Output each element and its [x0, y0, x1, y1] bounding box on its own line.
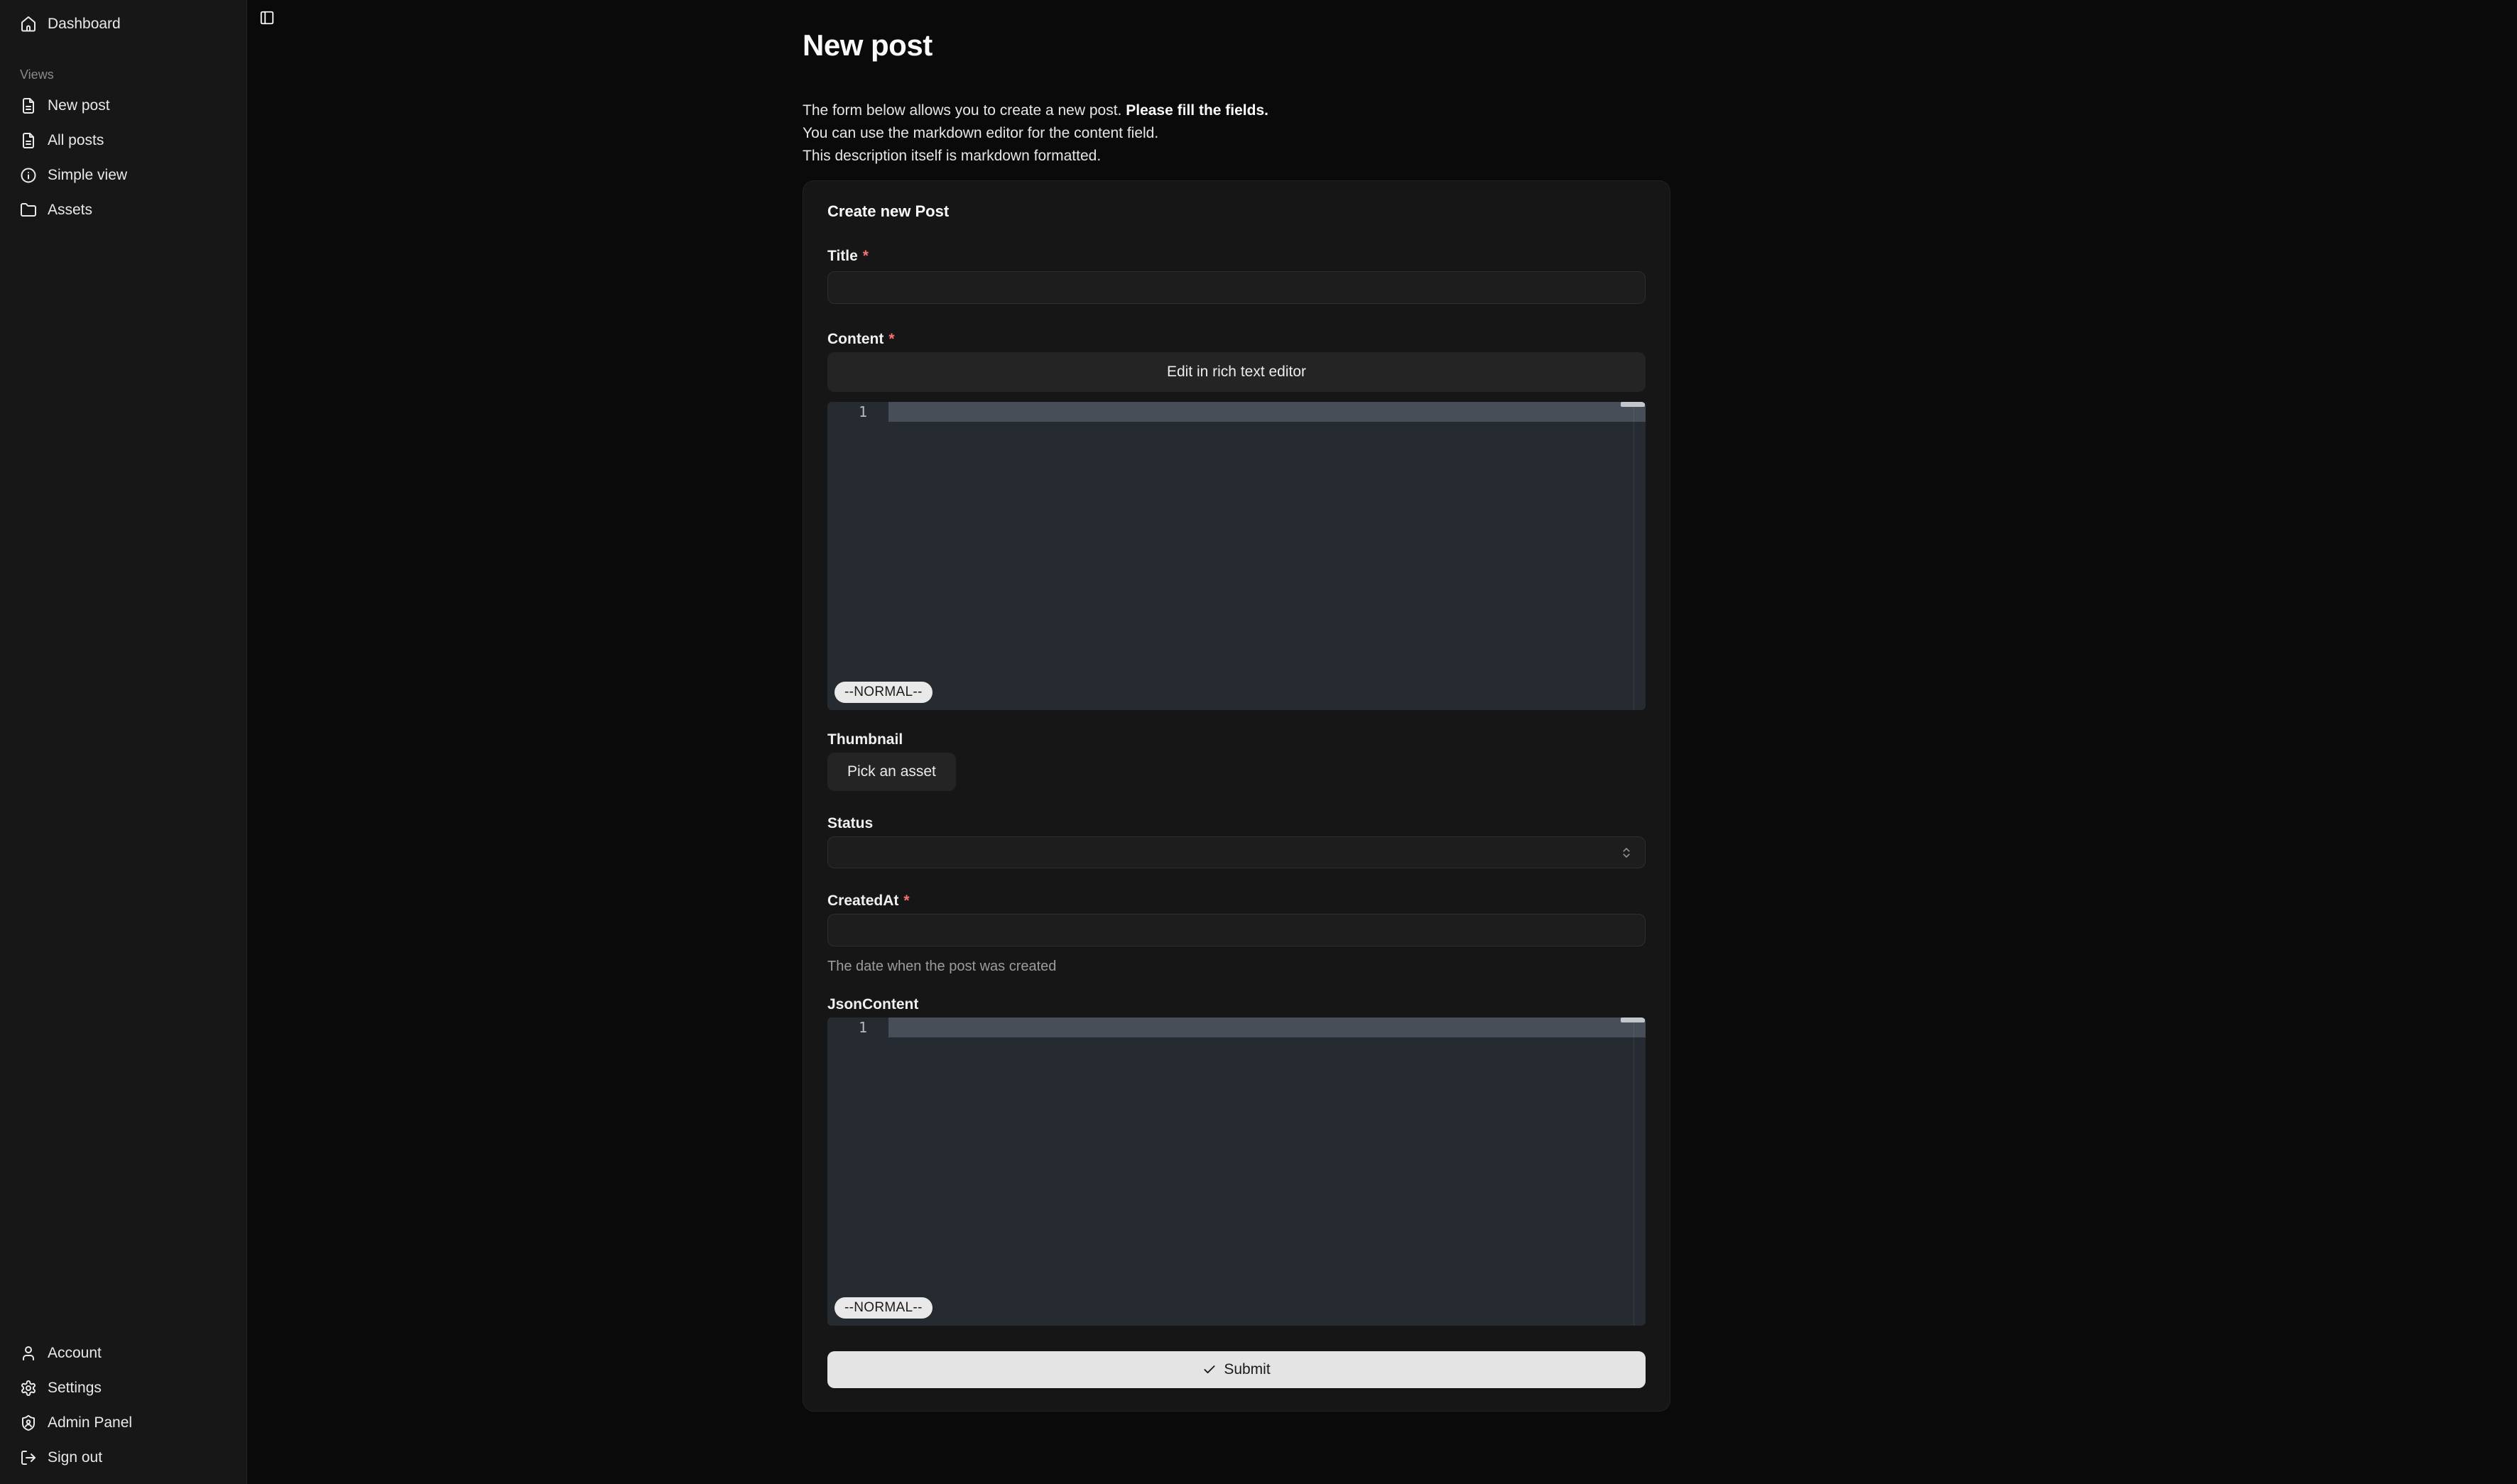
panel-left-icon [259, 10, 275, 26]
sidebar-item-label: All posts [48, 132, 104, 148]
check-icon [1202, 1363, 1217, 1377]
description-line-1: The form below allows you to create a new post. Please fill the fields. [803, 102, 1268, 119]
sidebar-item-label: Account [48, 1345, 102, 1361]
user-icon [20, 1345, 37, 1362]
file-text-icon [20, 97, 37, 114]
required-marker: * [862, 248, 869, 264]
sidebar-item-dashboard[interactable] [11, 9, 235, 39]
content-markdown-editor[interactable] [827, 402, 1646, 710]
pick-asset-button[interactable]: Pick an asset [827, 753, 956, 791]
editor-line-number: 1 [858, 403, 867, 420]
sidebar-item-label: Simple view [48, 167, 128, 183]
editor-active-line [888, 1017, 1646, 1037]
description-line-2: You can use the markdown editor for the content field. [803, 125, 1159, 141]
sidebar-item-label: Settings [48, 1380, 102, 1396]
gear-icon [20, 1380, 37, 1397]
editor-line-number: 1 [858, 1019, 867, 1036]
required-marker: * [903, 893, 910, 909]
sidebar [0, 0, 247, 1484]
description-line-3: This description itself is markdown formatted. [803, 148, 1102, 164]
sidebar-item-settings[interactable] [11, 1373, 235, 1403]
sidebar-item-label: Sign out [48, 1449, 103, 1466]
sidebar-item-new-post[interactable] [11, 91, 235, 121]
file-text-icon [20, 132, 37, 149]
json-content-editor[interactable] [827, 1017, 1646, 1326]
editor-scrollbar-thumb[interactable] [1621, 1017, 1645, 1022]
log-out-icon [20, 1449, 37, 1466]
submit-button[interactable] [827, 1351, 1646, 1388]
sidebar-item-label: New post [48, 97, 110, 114]
json-content-field-label: JsonContent [827, 996, 919, 1013]
created-at-field-label: CreatedAt * [827, 893, 910, 909]
sidebar-item-label: Assets [48, 202, 93, 218]
sidebar-section-label: Views [20, 67, 54, 82]
title-input[interactable] [827, 271, 1646, 304]
create-post-card [803, 180, 1670, 1412]
sidebar-nav [11, 91, 235, 225]
sidebar-footer [11, 1338, 235, 1473]
status-select-wrap [827, 836, 1646, 868]
vim-mode-badge: --NORMAL-- [835, 682, 933, 703]
vim-mode-badge: --NORMAL-- [835, 1297, 933, 1319]
required-marker: * [888, 331, 895, 347]
status-field-label: Status [827, 815, 874, 831]
submit-button-label: Submit [1224, 1361, 1271, 1377]
sidebar-item-label: Admin Panel [48, 1414, 133, 1431]
sidebar-item-simple-view[interactable] [11, 160, 235, 190]
edit-rich-text-button[interactable]: Edit in rich text editor [827, 352, 1646, 392]
editor-scrollbar-thumb[interactable] [1621, 402, 1645, 407]
sidebar-toggle-button[interactable] [256, 6, 278, 29]
page-title: New post [803, 28, 933, 62]
info-icon [20, 167, 37, 184]
title-field-label: Title * [827, 248, 869, 264]
sidebar-item-sign-out[interactable] [11, 1443, 235, 1473]
sidebar-item-label: Dashboard [48, 16, 121, 32]
home-icon [20, 16, 37, 33]
sidebar-item-assets[interactable] [11, 195, 235, 225]
card-title: Create new Post [827, 202, 950, 220]
content-field-label: Content * [827, 331, 895, 347]
status-select[interactable] [827, 836, 1646, 868]
main-area [247, 0, 2517, 1484]
sidebar-item-all-posts[interactable] [11, 126, 235, 156]
page-content [803, 0, 1670, 1412]
sidebar-item-account[interactable] [11, 1338, 235, 1368]
thumbnail-field-label: Thumbnail [827, 731, 903, 748]
folder-icon [20, 202, 37, 219]
chevrons-up-down-icon [1620, 846, 1633, 859]
created-at-hint: The date when the post was created [827, 959, 1057, 974]
page-description [803, 99, 1670, 168]
shield-user-icon [20, 1414, 37, 1431]
editor-active-line [888, 402, 1646, 422]
sidebar-item-admin-panel[interactable] [11, 1408, 235, 1438]
created-at-input[interactable] [827, 914, 1646, 946]
editor-scrollbar-track [1633, 402, 1634, 710]
editor-scrollbar-track [1633, 1017, 1634, 1326]
